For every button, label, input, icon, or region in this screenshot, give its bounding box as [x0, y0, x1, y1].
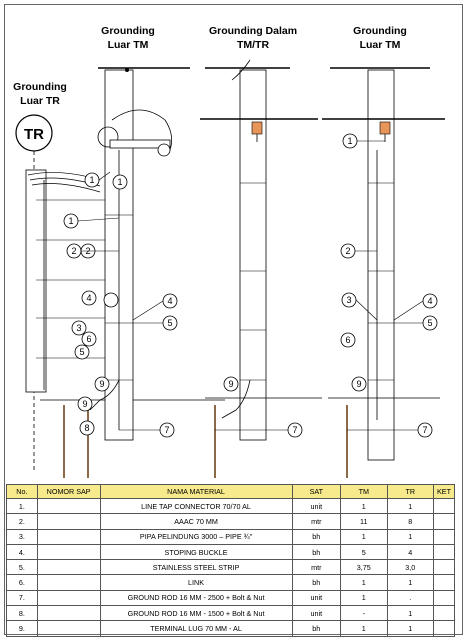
tr-badge-label: TR: [24, 126, 44, 143]
cell-tr: 1: [387, 621, 433, 636]
cell-tm: -: [341, 606, 388, 621]
title-pole1-line2: Luar TM: [107, 39, 149, 51]
cell-ket: [434, 499, 455, 514]
cell-no: 4.: [7, 544, 38, 559]
cell-no: 3.: [7, 529, 38, 544]
col-ket: KET: [434, 485, 455, 499]
title-pole2-line2: TM/TR: [236, 39, 270, 51]
cell-sat: bh: [292, 575, 340, 590]
svg-text:9: 9: [99, 379, 105, 389]
cell-sat: mtr: [292, 560, 340, 575]
svg-text:2: 2: [345, 246, 351, 256]
pole-2: [200, 60, 318, 440]
table-header-row: [7, 485, 455, 499]
cell-sap: [37, 514, 100, 529]
svg-text:9: 9: [356, 379, 362, 389]
cell-sat: unit: [292, 606, 340, 621]
svg-text:5: 5: [167, 318, 173, 328]
cell-tm: 11: [341, 514, 388, 529]
cell-name: TERMINAL LUG 70 MM - AL: [100, 621, 292, 636]
cell-sat: unit: [292, 590, 340, 605]
cell-ket: [434, 560, 455, 575]
table-row: [7, 621, 455, 636]
cell-tr: 1: [387, 529, 433, 544]
cell-no: 5.: [7, 560, 38, 575]
svg-text:7: 7: [164, 425, 170, 435]
title-pole3-line1: Grounding: [353, 25, 407, 37]
svg-text:1: 1: [89, 175, 95, 185]
cell-name: STAINLESS STEEL STRIP: [100, 560, 292, 575]
table-row: [7, 544, 455, 559]
cell-tm: 3,75: [341, 560, 388, 575]
cell-name: GROUND ROD 16 MM - 2500 + Bolt & Nut: [100, 590, 292, 605]
cell-sap: [37, 499, 100, 514]
cell-ket: [434, 544, 455, 559]
insulator-icon: [252, 122, 262, 134]
cell-name: LINE TAP CONNECTOR 70/70 AL: [100, 499, 292, 514]
col-tr: TR: [387, 485, 433, 499]
cell-sap: [37, 575, 100, 590]
svg-text:8: 8: [84, 423, 90, 433]
col-sat: SAT: [292, 485, 340, 499]
cell-sap: [37, 529, 100, 544]
svg-text:4: 4: [86, 293, 92, 303]
table-row: [7, 575, 455, 590]
cell-name: LINK: [100, 575, 292, 590]
cell-sap: [37, 590, 100, 605]
svg-text:2: 2: [71, 246, 77, 256]
transformer-icon: [16, 115, 52, 151]
cell-tr: 1: [387, 499, 433, 514]
cell-sat: mtr: [292, 514, 340, 529]
col-no: No.: [7, 485, 38, 499]
cell-tr: .: [387, 590, 433, 605]
svg-text:7: 7: [292, 425, 298, 435]
cell-tr: 1: [387, 606, 433, 621]
title-tr-line1: Grounding: [13, 81, 67, 93]
svg-text:1: 1: [347, 136, 353, 146]
title-pole1-line1: Grounding: [101, 25, 155, 37]
material-table: [6, 484, 455, 637]
table-row: [7, 606, 455, 621]
cell-tr: 3,0: [387, 560, 433, 575]
cell-name: STOPING BUCKLE: [100, 544, 292, 559]
cell-name: AAAC 70 MM: [100, 514, 292, 529]
cell-sap: [37, 621, 100, 636]
table-row: [7, 529, 455, 544]
svg-text:6: 6: [86, 334, 92, 344]
cell-no: 1.: [7, 499, 38, 514]
svg-text:5: 5: [427, 318, 433, 328]
svg-text:5: 5: [79, 347, 85, 357]
cell-ket: [434, 590, 455, 605]
cell-tm: 1: [341, 529, 388, 544]
table-row: [7, 514, 455, 529]
pole-3: [322, 68, 445, 460]
svg-text:3: 3: [346, 295, 352, 305]
cell-tm: 1: [341, 621, 388, 636]
col-material: NAMA MATERIAL: [100, 485, 292, 499]
cell-tr: 4: [387, 544, 433, 559]
cell-tm: 5: [341, 544, 388, 559]
cell-ket: [434, 529, 455, 544]
cell-name: GROUND ROD 16 MM - 1500 + Bolt & Nut: [100, 606, 292, 621]
insulator-icon: [380, 122, 390, 134]
table-row: [7, 560, 455, 575]
cell-sat: bh: [292, 529, 340, 544]
svg-text:7: 7: [422, 425, 428, 435]
cell-no: 6.: [7, 575, 38, 590]
cell-tm: 1: [341, 590, 388, 605]
cell-ket: [434, 575, 455, 590]
cell-sap: [37, 560, 100, 575]
svg-text:6: 6: [345, 335, 351, 345]
cell-name: PIPA PELINDUNG 3000 – PIPE ¾": [100, 529, 292, 544]
cell-tm: 1: [341, 499, 388, 514]
col-tm: TM: [341, 485, 388, 499]
cell-ket: [434, 621, 455, 636]
svg-text:1: 1: [117, 177, 123, 187]
cell-sap: [37, 606, 100, 621]
cell-ket: [434, 514, 455, 529]
cell-no: 9.: [7, 621, 38, 636]
cell-tr: 1: [387, 575, 433, 590]
cell-tr: 8: [387, 514, 433, 529]
col-sap: NOMOR SAP: [37, 485, 100, 499]
svg-text:2: 2: [85, 246, 91, 256]
cell-sap: [37, 544, 100, 559]
svg-text:4: 4: [427, 296, 433, 306]
svg-text:3: 3: [76, 323, 82, 333]
svg-text:9: 9: [228, 379, 234, 389]
cell-no: 2.: [7, 514, 38, 529]
cell-no: 8.: [7, 606, 38, 621]
cell-tm: 1: [341, 575, 388, 590]
cell-sat: bh: [292, 544, 340, 559]
cell-sat: bh: [292, 621, 340, 636]
title-pole3-line2: Luar TM: [359, 39, 401, 51]
cell-no: 7.: [7, 590, 38, 605]
cell-sat: unit: [292, 499, 340, 514]
svg-text:4: 4: [167, 296, 173, 306]
cell-ket: [434, 606, 455, 621]
tr-structure: [26, 170, 105, 392]
title-tr-line2: Luar TR: [20, 95, 60, 107]
table-row: [7, 590, 455, 605]
title-pole2-line1: Grounding Dalam: [208, 25, 298, 37]
svg-text:1: 1: [68, 216, 74, 226]
svg-text:9: 9: [82, 399, 88, 409]
table-row: [7, 499, 455, 514]
